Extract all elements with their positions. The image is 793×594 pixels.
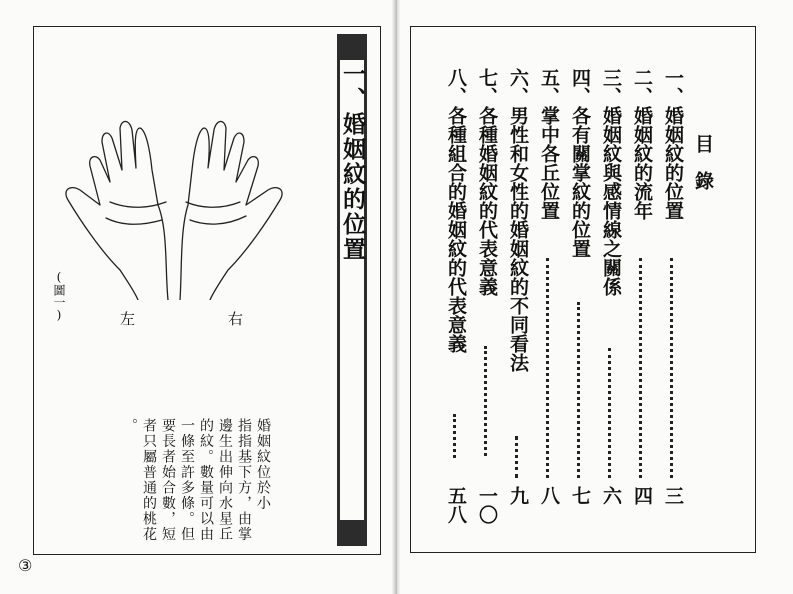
toc-entry-title: 五、掌中各丘位置 (538, 68, 560, 220)
toc-entry-page: 九 (507, 486, 529, 505)
right-head-line (190, 216, 246, 224)
toc-entry-title: 二、婚姻紋的流年 (631, 68, 653, 220)
left-head-line (106, 218, 162, 224)
book-gutter (392, 0, 400, 594)
toc-entry-page: 七 (569, 486, 591, 505)
body-paragraph: 婚姻紋位於小 指指基下方，由掌 邊生出伸向水星丘 的紋。數量可以由 一條至許多條。但 要長者始合數，短 者只屬普通的桃花 。 (122, 418, 271, 542)
toc-entry-title: 三、婚姻紋與感情線之關係 (600, 68, 622, 296)
figure-caption: (圖一) (52, 270, 66, 322)
toc-title: 目錄 (692, 134, 714, 208)
toc-leader-dots (484, 346, 490, 456)
hand-left-label: 左 (120, 310, 136, 328)
toc-leader-dots (546, 258, 552, 478)
toc-entry-page: 一〇 (476, 486, 498, 524)
toc-leader-dots (670, 258, 676, 478)
toc-entry-title: 四、各有關掌紋的位置 (569, 68, 591, 258)
toc-entry-page: 八 (538, 486, 560, 505)
right-heart-line (186, 202, 240, 207)
page-number: ③ (18, 556, 33, 575)
toc-leader-dots (608, 348, 614, 478)
toc-leader-dots (453, 414, 459, 458)
toc-entry-title: 七、各種婚姻紋的代表意義 (476, 68, 498, 296)
palms-illustration (40, 110, 340, 300)
toc-entry-page: 五八 (445, 486, 467, 524)
toc-entry-page: 四 (631, 486, 653, 505)
toc-leader-dots (639, 258, 645, 478)
toc-entry-title: 一、婚姻紋的位置 (662, 68, 684, 220)
toc-leader-dots (577, 302, 583, 478)
toc-entry-page: 六 (600, 486, 622, 505)
hand-right-label: 右 (228, 310, 244, 328)
left-hand-outline (66, 121, 168, 300)
toc-entry-title: 六、男性和女性的婚姻紋的不同看法 (507, 68, 529, 372)
toc-entry-title: 八、各種組合的婚姻紋的代表意義 (445, 68, 467, 353)
section-title: 一、婚姻紋的位置 (339, 62, 366, 262)
toc-entry-page: 三 (662, 486, 684, 505)
right-hand-outline (180, 121, 282, 300)
toc-leader-dots (515, 436, 521, 478)
